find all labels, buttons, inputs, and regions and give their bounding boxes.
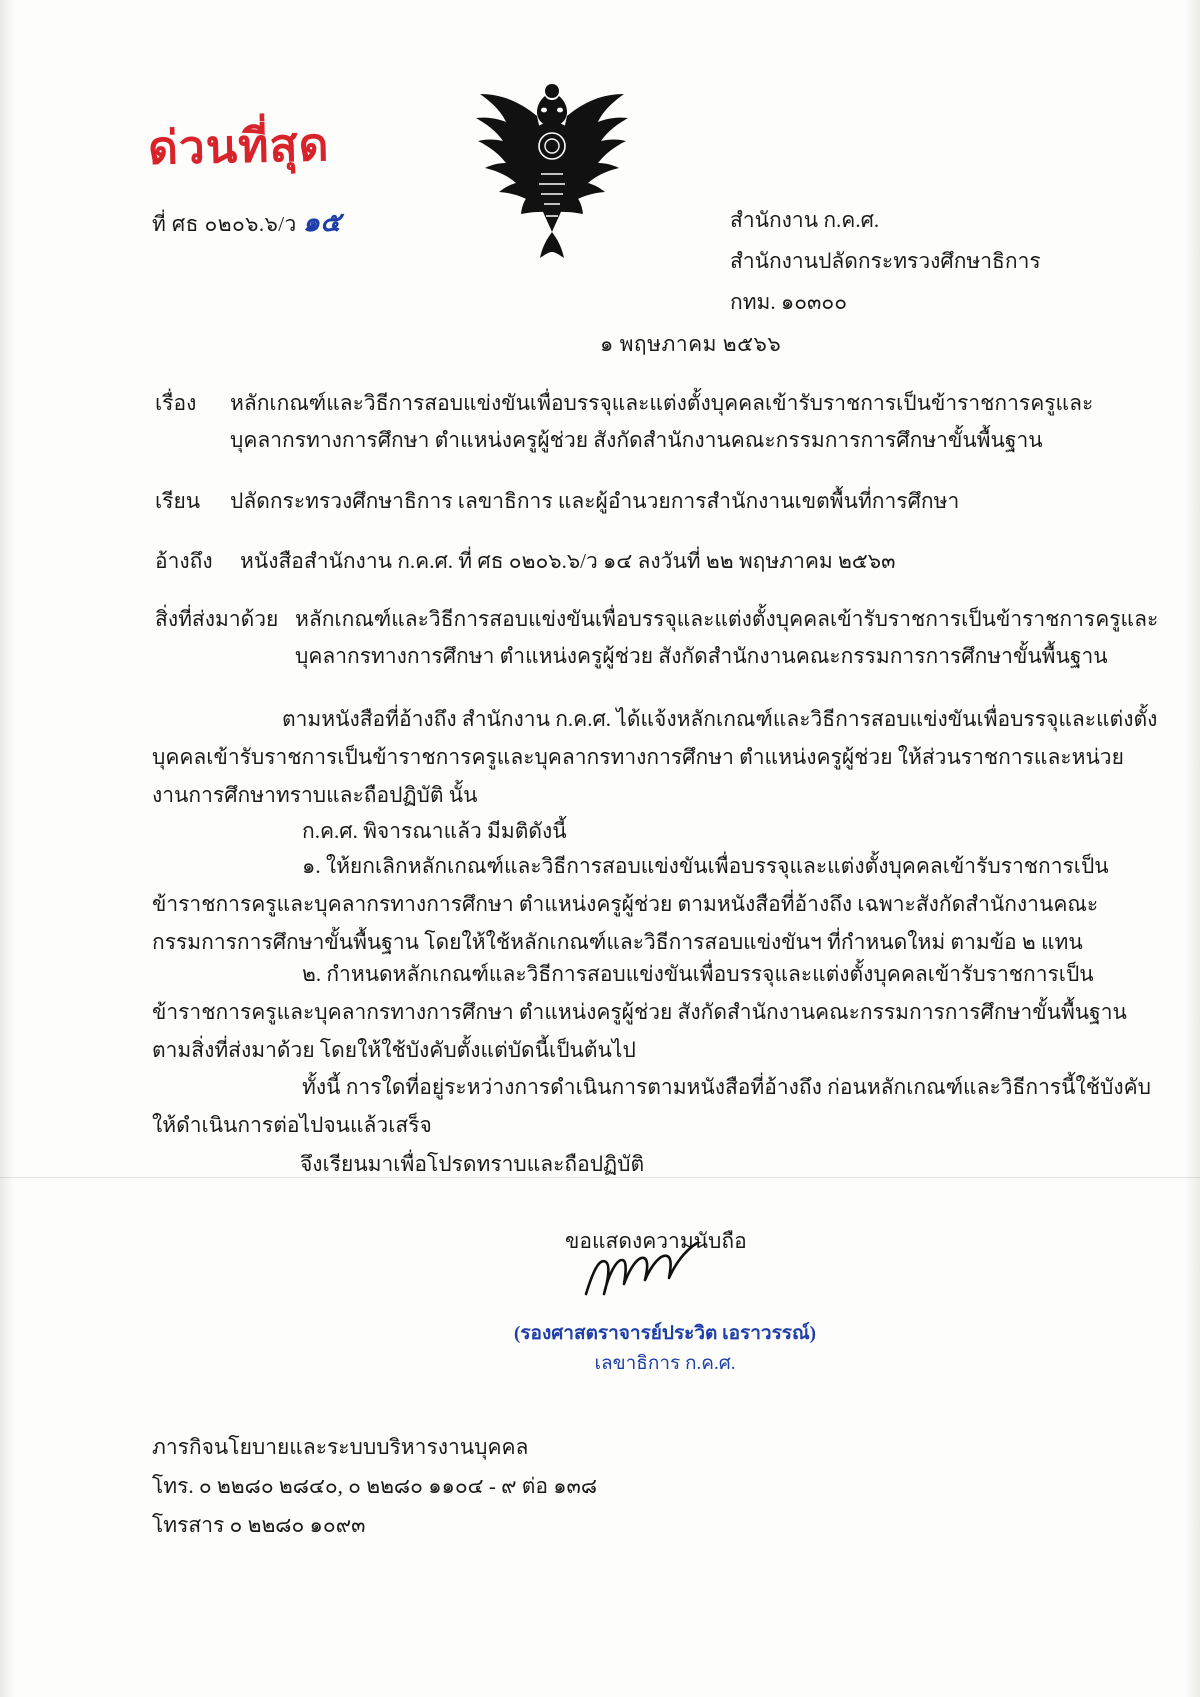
field-attachment bbox=[155, 601, 1170, 675]
footer-contact-block bbox=[152, 1428, 597, 1545]
field-subject bbox=[155, 385, 1165, 459]
organization-line-2: สำนักงานปลัดกระทรวงศึกษาธิการ bbox=[730, 248, 1041, 273]
field-subject-label: เรื่อง bbox=[155, 391, 197, 415]
organization-line-1: สำนักงาน ก.ค.ศ. bbox=[730, 208, 880, 232]
field-reference-value: หนังสือสำนักงาน ก.ค.ศ. ที่ ศธ ๐๒๐๖.๖/ว ๑๔ ลงวันที่ ๒๒ พฤษภาคม ๒๕๖๓ bbox=[240, 549, 896, 573]
organization-line-3: กทม. ๑๐๓๐๐ bbox=[730, 289, 848, 314]
signature-title: เลขาธิการ ก.ค.ศ. bbox=[594, 1353, 736, 1374]
field-reference-label: อ้างถึง bbox=[155, 549, 213, 573]
body-paragraph-4: ๒. กำหนดหลักเกณฑ์และวิธีการสอบแข่งขันเพื่อบรรจุและแต่งตั้งบุคคลเข้ารับราชการเป็นข้าราชการครูและบุคลากรทางการศึกษา ตำแหน่งครูผู้ช่วย สังกัดสำนักงานคณะกรรมการการศึกษาขั้นพื้นฐาน ตามสิ่งที่ส่งมาด้วย โดยให้ใช้บังคับตั้งแต่บัดนี้เป็นต้นไป bbox=[152, 962, 1127, 1063]
signature-name: (รองศาสตราจารย์ประวิต เอราวรรณ์) bbox=[514, 1323, 816, 1344]
document-number-prefix: ที่ ศธ ๐๒๐๖.๖/ว bbox=[152, 212, 297, 236]
field-attachment-label: สิ่งที่ส่งมาด้วย bbox=[155, 607, 279, 631]
field-to-value: ปลัดกระทรวงศึกษาธิการ เลขาธิการ และผู้อำนวยการสำนักงานเขตพื้นที่การศึกษา bbox=[230, 489, 960, 513]
field-reference bbox=[155, 543, 1165, 580]
field-subject-value: หลักเกณฑ์และวิธีการสอบแข่งขันเพื่อบรรจุและแต่งตั้งบุคคลเข้ารับราชการเป็นข้าราชการครูและบุคลากรทางการศึกษา ตำแหน่งครูผู้ช่วย สังกัดสำนักงานคณะกรรมการการศึกษาขั้นพื้นฐาน bbox=[230, 391, 1094, 452]
signature-regards: ขอแสดงความนับถือ bbox=[565, 1229, 747, 1253]
field-attachment-value: หลักเกณฑ์และวิธีการสอบแข่งขันเพื่อบรรจุและแต่งตั้งบุคคลเข้ารับราชการเป็นข้าราชการครูและบุคลากรทางการศึกษา ตำแหน่งครูผู้ช่วย สังกัดสำนักงานคณะกรรมการการศึกษาขั้นพื้นฐาน bbox=[295, 607, 1159, 668]
footer-fax: โทรสาร ๐ ๒๒๘๐ ๑๐๙๓ bbox=[152, 1512, 366, 1537]
document-number-handwritten: ๑๕ bbox=[302, 207, 342, 237]
body-paragraph-1: ตามหนังสือที่อ้างถึง สำนักงาน ก.ค.ศ. ได้แจ้งหลักเกณฑ์และวิธีการสอบแข่งขันเพื่อบรรจุและแต่งตั้งบุคคลเข้ารับราชการเป็นข้าราชการครูและบุคลากรทางการศึกษา ตำแหน่งครูผู้ช่วย ให้ส่วนราชการและหน่วยงานการศึกษาทราบและถือปฏิบัติ นั้น bbox=[152, 707, 1158, 808]
footer-division: ภารกิจนโยบายและระบบบริหารงานบุคคล bbox=[152, 1435, 529, 1459]
body-paragraph-5: ทั้งนี้ การใดที่อยู่ระหว่างการดำเนินการตามหนังสือที่อ้างถึง ก่อนหลักเกณฑ์และวิธีการนี้ใช้บังคับ ให้ดำเนินการต่อไปจนแล้วเสร็จ bbox=[152, 1075, 1151, 1138]
document-number bbox=[152, 200, 341, 243]
scan-edge-right bbox=[1184, 0, 1200, 1697]
garuda-emblem bbox=[462, 70, 642, 260]
body-paragraph-2: ก.ค.ศ. พิจารณาแล้ว มีมติดังนี้ bbox=[302, 819, 567, 843]
closing-line: จึงเรียนมาเพื่อโปรดทราบและถือปฏิบัติ bbox=[300, 1152, 645, 1176]
handwritten-signature bbox=[580, 1242, 830, 1312]
field-to bbox=[155, 483, 1165, 520]
body-paragraph-3: ๑. ให้ยกเลิกหลักเกณฑ์และวิธีการสอบแข่งขันเพื่อบรรจุและแต่งตั้งบุคคลเข้ารับราชการเป็นข้าราชการครูและบุคลากรทางการศึกษา ตำแหน่งครูผู้ช่วย ตามหนังสือที่อ้างถึง เฉพาะสังกัดสำนักงานคณะกรรมการการศึกษาขั้นพื้นฐาน โดยให้ใช้หลักเกณฑ์และวิธีการสอบแข่งขันฯ ที่กำหนดใหม่ ตามข้อ ๒ แทน bbox=[152, 854, 1109, 955]
field-to-label: เรียน bbox=[155, 489, 201, 513]
urgent-stamp: ด่วนที่สุด bbox=[147, 119, 330, 174]
footer-phone: โทร. ๐ ๒๒๘๐ ๒๘๔๐, ๐ ๒๒๘๐ ๑๑๐๔ - ๙ ต่อ ๑๓๘ bbox=[152, 1473, 598, 1498]
document-date: ๑ พฤษภาคม ๒๕๖๖ bbox=[600, 332, 782, 356]
organization-block bbox=[730, 200, 1041, 323]
scan-edge-left bbox=[0, 0, 14, 1697]
